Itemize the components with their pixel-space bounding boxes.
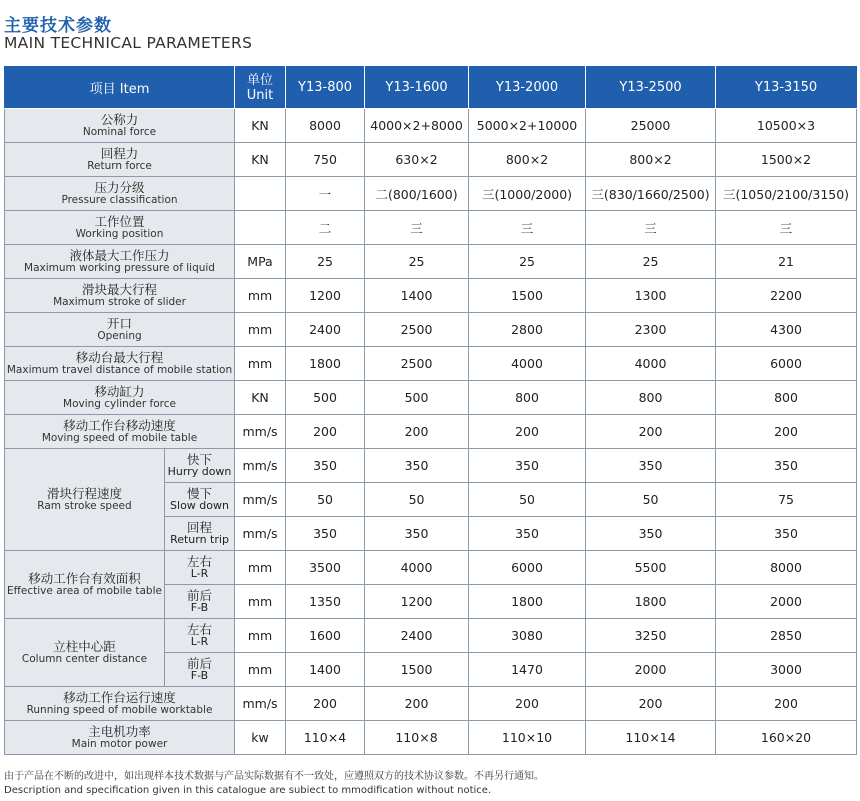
value-cell: 2800 — [469, 313, 586, 347]
unit-cell — [235, 177, 286, 211]
value-cell: 1500 — [469, 279, 586, 313]
table-row — [5, 109, 857, 143]
value-cell: 110×4 — [286, 721, 365, 755]
group-label-zh: 移动工作台有效面积 — [28, 570, 141, 586]
row-label-en: Return force — [87, 159, 152, 172]
value-cell: 110×14 — [586, 721, 716, 755]
row-label — [5, 245, 235, 279]
value-cell: 二 — [286, 211, 365, 245]
value-cell: 二(800/1600) — [365, 177, 469, 211]
value-cell: 2400 — [365, 619, 469, 653]
table-row — [5, 415, 857, 449]
unit-cell: KN — [235, 143, 286, 177]
row-label — [5, 415, 235, 449]
table-row — [5, 551, 857, 585]
value-cell: 350 — [716, 517, 857, 551]
value-cell: 2500 — [365, 347, 469, 381]
table-row — [5, 211, 857, 245]
table-header-row — [5, 67, 857, 109]
value-cell: 4300 — [716, 313, 857, 347]
value-cell: 3080 — [469, 619, 586, 653]
unit-cell: mm/s — [235, 449, 286, 483]
value-cell: 4000 — [365, 551, 469, 585]
sub-label — [165, 653, 235, 687]
row-label — [5, 177, 235, 211]
unit-cell — [235, 211, 286, 245]
row-label — [5, 279, 235, 313]
value-cell: 200 — [286, 687, 365, 721]
group-label-en: Column center distance — [21, 652, 148, 665]
unit-cell: MPa — [235, 245, 286, 279]
value-cell: 三 — [469, 211, 586, 245]
value-cell: 25 — [586, 245, 716, 279]
sub-label — [165, 619, 235, 653]
value-cell: 200 — [469, 415, 586, 449]
row-label-en: Nominal force — [82, 125, 157, 138]
value-cell: 2850 — [716, 619, 857, 653]
value-cell: 160×20 — [716, 721, 857, 755]
value-cell: 500 — [286, 381, 365, 415]
row-label-zh: 滑块最大行程 — [82, 281, 158, 297]
value-cell: 1470 — [469, 653, 586, 687]
value-cell: 800×2 — [469, 143, 586, 177]
unit-cell: mm — [235, 551, 286, 585]
row-label-en: Main motor power — [71, 737, 168, 750]
value-cell: 75 — [716, 483, 857, 517]
row-label-zh: 公称力 — [100, 111, 139, 127]
footer-note-en: Description and specification given in this catalogue are subiect to mmodification without notice. — [4, 785, 492, 796]
value-cell: 一 — [286, 177, 365, 211]
row-label-zh: 液体最大工作压力 — [69, 247, 170, 263]
row-label-zh: 压力分级 — [94, 179, 145, 195]
sub-label-zh: 快下 — [187, 451, 213, 467]
value-cell: 2200 — [716, 279, 857, 313]
value-cell: 8000 — [716, 551, 857, 585]
value-cell: 1500×2 — [716, 143, 857, 177]
row-label — [5, 211, 235, 245]
value-cell: 800 — [469, 381, 586, 415]
group-label-en: Ram stroke speed — [37, 499, 132, 512]
sub-label-zh: 左右 — [187, 553, 213, 569]
value-cell: 200 — [716, 415, 857, 449]
value-cell: 21 — [716, 245, 857, 279]
value-cell: 200 — [365, 415, 469, 449]
sub-label — [165, 585, 235, 619]
footer-note — [4, 770, 544, 798]
value-cell: 8000 — [286, 109, 365, 143]
value-cell: 200 — [365, 687, 469, 721]
sub-label-en: F-B — [190, 600, 209, 614]
value-cell: 350 — [586, 449, 716, 483]
sub-label-en: Slow down — [170, 498, 229, 512]
value-cell: 1300 — [586, 279, 716, 313]
table-row — [5, 687, 857, 721]
row-label-en: Maximum travel distance of mobile station — [6, 363, 233, 376]
header-model: Y13-3150 — [716, 67, 857, 109]
value-cell: 50 — [286, 483, 365, 517]
value-cell: 三(1050/2100/3150) — [716, 177, 857, 211]
row-label — [5, 313, 235, 347]
sub-label-en: L-R — [190, 634, 209, 648]
table-row — [5, 449, 857, 483]
value-cell: 1600 — [286, 619, 365, 653]
value-cell: 750 — [286, 143, 365, 177]
group-label-zh: 立柱中心距 — [53, 638, 116, 654]
unit-cell: KN — [235, 109, 286, 143]
table-row — [5, 347, 857, 381]
value-cell: 三 — [716, 211, 857, 245]
value-cell: 25 — [365, 245, 469, 279]
header-model: Y13-2000 — [469, 67, 586, 109]
row-label-zh: 回程力 — [100, 145, 139, 161]
value-cell: 6000 — [716, 347, 857, 381]
value-cell: 50 — [469, 483, 586, 517]
sub-label — [165, 449, 235, 483]
value-cell: 50 — [365, 483, 469, 517]
value-cell: 三(1000/2000) — [469, 177, 586, 211]
sub-label-zh: 左右 — [187, 621, 213, 637]
value-cell: 三(830/1660/2500) — [586, 177, 716, 211]
header-item: 项目 Item — [5, 67, 235, 109]
table-row — [5, 245, 857, 279]
sub-label-zh: 前后 — [187, 587, 213, 603]
sub-label — [165, 517, 235, 551]
sub-label-zh: 回程 — [187, 519, 213, 535]
value-cell: 350 — [365, 449, 469, 483]
page-subtitle: MAIN TECHNICAL PARAMETERS — [4, 34, 253, 52]
sub-label-en: Hurry down — [167, 464, 232, 478]
value-cell: 5000×2+10000 — [469, 109, 586, 143]
value-cell: 200 — [716, 687, 857, 721]
sub-label-en: F-B — [190, 668, 209, 682]
value-cell: 25 — [469, 245, 586, 279]
row-label — [5, 347, 235, 381]
sub-label-en: L-R — [190, 566, 209, 580]
row-label-zh: 移动缸力 — [94, 383, 145, 399]
value-cell: 50 — [586, 483, 716, 517]
value-cell: 630×2 — [365, 143, 469, 177]
value-cell: 1500 — [365, 653, 469, 687]
value-cell: 2000 — [586, 653, 716, 687]
row-label — [5, 687, 235, 721]
value-cell: 110×8 — [365, 721, 469, 755]
value-cell: 1350 — [286, 585, 365, 619]
value-cell: 4000 — [586, 347, 716, 381]
table-row — [5, 143, 857, 177]
unit-cell: mm — [235, 279, 286, 313]
unit-cell: kw — [235, 721, 286, 755]
value-cell: 500 — [365, 381, 469, 415]
parameters-table — [4, 66, 857, 755]
value-cell: 2300 — [586, 313, 716, 347]
value-cell: 3500 — [286, 551, 365, 585]
value-cell: 1400 — [286, 653, 365, 687]
group-label — [5, 449, 165, 551]
value-cell: 1400 — [365, 279, 469, 313]
table-row — [5, 313, 857, 347]
unit-cell: mm — [235, 585, 286, 619]
value-cell: 1200 — [286, 279, 365, 313]
unit-cell: KN — [235, 381, 286, 415]
sub-label — [165, 483, 235, 517]
value-cell: 三 — [586, 211, 716, 245]
value-cell: 350 — [469, 517, 586, 551]
unit-cell: mm — [235, 347, 286, 381]
row-label-en: Maximum working pressure of liquid — [24, 261, 215, 274]
unit-cell: mm/s — [235, 517, 286, 551]
value-cell: 3250 — [586, 619, 716, 653]
header-unit — [235, 67, 286, 109]
row-label — [5, 109, 235, 143]
value-cell: 10500×3 — [716, 109, 857, 143]
value-cell: 25000 — [586, 109, 716, 143]
value-cell: 2500 — [365, 313, 469, 347]
value-cell: 350 — [286, 449, 365, 483]
footer-note-zh: 由于产品在不断的改进中，如出现样本技术数据与产品实际数据有不一致处，应遵照双方的技术协议参数。不再另行通知。 — [4, 771, 544, 782]
header-model: Y13-2500 — [586, 67, 716, 109]
value-cell: 4000 — [469, 347, 586, 381]
row-label-en: Maximum stroke of slider — [53, 295, 186, 308]
value-cell: 350 — [365, 517, 469, 551]
row-label — [5, 143, 235, 177]
group-label — [5, 619, 165, 687]
value-cell: 5500 — [586, 551, 716, 585]
value-cell: 2000 — [716, 585, 857, 619]
value-cell: 350 — [469, 449, 586, 483]
unit-cell: mm — [235, 313, 286, 347]
group-label-zh: 滑块行程速度 — [46, 485, 122, 501]
value-cell: 350 — [586, 517, 716, 551]
row-label-en: Working position — [75, 227, 164, 240]
unit-cell: mm/s — [235, 687, 286, 721]
unit-cell: mm — [235, 653, 286, 687]
unit-cell: mm/s — [235, 483, 286, 517]
row-label-zh: 开口 — [107, 315, 133, 331]
value-cell: 800×2 — [586, 143, 716, 177]
header-model: Y13-800 — [286, 67, 365, 109]
row-label-en: Pressure classification — [61, 193, 178, 206]
value-cell: 25 — [286, 245, 365, 279]
group-label-en: Effective area of mobile table — [7, 584, 162, 597]
table-row — [5, 619, 857, 653]
value-cell: 350 — [716, 449, 857, 483]
sub-label-en: Return trip — [170, 532, 229, 546]
unit-cell: mm — [235, 619, 286, 653]
value-cell: 200 — [286, 415, 365, 449]
group-label — [5, 551, 165, 619]
row-label — [5, 721, 235, 755]
unit-cell: mm/s — [235, 415, 286, 449]
header-unit-zh: 单位 — [247, 72, 274, 88]
sub-label — [165, 551, 235, 585]
header-unit-en: Unit — [246, 87, 274, 103]
value-cell: 800 — [716, 381, 857, 415]
value-cell: 3000 — [716, 653, 857, 687]
value-cell: 200 — [586, 415, 716, 449]
value-cell: 4000×2+8000 — [365, 109, 469, 143]
value-cell: 1800 — [586, 585, 716, 619]
value-cell: 110×10 — [469, 721, 586, 755]
table-row — [5, 721, 857, 755]
header-model: Y13-1600 — [365, 67, 469, 109]
table-row — [5, 279, 857, 313]
row-label-en: Running speed of mobile worktable — [26, 703, 213, 716]
row-label-en: Opening — [97, 329, 142, 342]
row-label-zh: 移动工作台运行速度 — [63, 689, 176, 705]
row-label-en: Moving cylinder force — [63, 397, 176, 410]
sub-label-zh: 慢下 — [187, 485, 213, 501]
table-row — [5, 177, 857, 211]
value-cell: 1200 — [365, 585, 469, 619]
row-label-zh: 移动工作台移动速度 — [63, 417, 176, 433]
row-label-zh: 主电机功率 — [88, 723, 151, 739]
value-cell: 6000 — [469, 551, 586, 585]
row-label-en: Moving speed of mobile table — [41, 431, 198, 444]
value-cell: 800 — [586, 381, 716, 415]
row-label-zh: 移动台最大行程 — [75, 349, 164, 365]
row-label — [5, 381, 235, 415]
page-title: 主要技术参数 — [4, 16, 112, 36]
value-cell: 200 — [469, 687, 586, 721]
value-cell: 350 — [286, 517, 365, 551]
value-cell: 2400 — [286, 313, 365, 347]
value-cell: 200 — [586, 687, 716, 721]
sub-label-zh: 前后 — [187, 655, 213, 671]
table-row — [5, 381, 857, 415]
value-cell: 1800 — [286, 347, 365, 381]
row-label-zh: 工作位置 — [94, 213, 145, 229]
value-cell: 1800 — [469, 585, 586, 619]
value-cell: 三 — [365, 211, 469, 245]
